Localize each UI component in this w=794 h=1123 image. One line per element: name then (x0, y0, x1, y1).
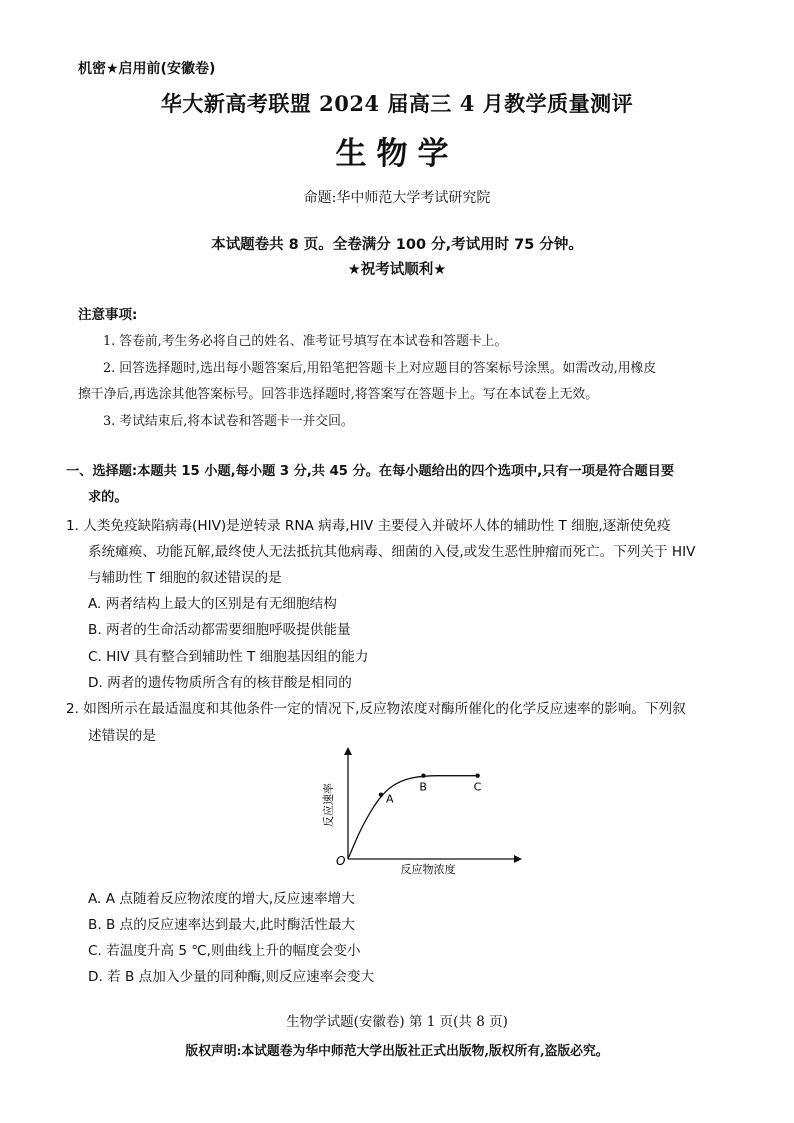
copyright-notice: 版权声明:本试题卷为华中师范大学出版社正式出版物,版权所有,盗版必究。 (185, 1044, 609, 1059)
note-item: 3. 考试结束后,将本试卷和答题卡一并交回。 (103, 414, 354, 429)
section-heading-continued: 求的。 (88, 490, 128, 505)
data-point-b (421, 773, 425, 777)
x-axis-label: 反应物浓度 (400, 863, 456, 876)
y-axis-label: 反应速率 (322, 783, 335, 827)
question-1-option-b: B. 两者的生命活动都需要细胞呼吸提供能量 (88, 622, 351, 638)
question-1-option-a: A. 两者结构上最大的区别是有无细胞结构 (88, 596, 337, 612)
origin-label: O (336, 854, 346, 868)
good-luck-wish: ★祝考试顺利★ (347, 262, 447, 278)
note-item-continued: 擦干净后,再选涂其他答案标号。回答非选择题时,将答案写在答题卡上。写在本试卷上无效。 (78, 387, 599, 402)
note-item: 1. 答卷前,考生务必将自己的姓名、准考证号填写在本试卷和答题卡上。 (103, 334, 508, 349)
y-axis-arrow (344, 747, 352, 755)
question-2-option-a: A. A 点随着反应物浓度的增大,反应速率增大 (88, 891, 355, 907)
question-2-option-d: D. 若 B 点加入少量的同种酶,则反应速率会变大 (88, 969, 375, 985)
data-point-c (475, 773, 479, 777)
data-point-a (379, 793, 383, 797)
question-2-option-c: C. 若温度升高 5 ℃,则曲线上升的幅度会变小 (88, 943, 361, 959)
data-label-a: A (386, 792, 394, 806)
question-1-text: 系统瘫痪、功能瓦解,最终使人无法抵抗其他病毒、细菌的入侵,或发生恶性肿瘤而死亡。下列关于 HIV (88, 544, 696, 560)
exam-title: 华大新高考联盟 2024 届高三 4 月教学质量测评 (160, 91, 634, 116)
section-heading: 一、选择题:本题共 15 小题,每小题 3 分,共 45 分。在每小题给出的四个选项中,只有一项是符合题目要 (66, 464, 675, 479)
question-1-text: 与辅助性 T 细胞的叙述错误的是 (88, 570, 282, 586)
notes-title: 注意事项: (78, 307, 138, 323)
x-axis-arrow (514, 855, 522, 863)
exam-info: 本试题卷共 8 页。全卷满分 100 分,考试用时 75 分钟。 (211, 237, 583, 253)
question-1-text: 1. 人类免疫缺陷病毒(HIV)是逆转录 RNA 病毒,HIV 主要侵入并破坏人体的辅助性 T 细胞,逐渐使免疫 (66, 518, 671, 534)
question-1-option-d: D. 两者的遗传物质所含有的核苷酸是相同的 (88, 675, 352, 691)
question-1-option-c: C. HIV 具有整合到辅助性 T 细胞基因组的能力 (88, 649, 369, 665)
series-line (348, 776, 478, 859)
question-2-text: 述错误的是 (88, 728, 156, 744)
subject-title: 生物学 (335, 136, 459, 172)
question-2-text: 2. 如图所示在最适温度和其他条件一定的情况下,反应物浓度对酶所催化的化学反应速率的影响。下列叙 (66, 701, 686, 717)
enzyme-rate-chart (310, 745, 530, 880)
data-label-c: C (473, 780, 482, 794)
author-line: 命题:华中师范大学考试研究院 (303, 190, 491, 206)
note-item: 2. 回答选择题时,选出每小题答案后,用铅笔把答题卡上对应题目的答案标号涂黑。如需改动,用橡皮 (103, 361, 657, 376)
data-label-b: B (419, 780, 427, 794)
question-2-option-b: B. B 点的反应速率达到最大,此时酶活性最大 (88, 917, 356, 933)
page-footer: 生物学试题(安徽卷) 第 1 页(共 8 页) (286, 1014, 508, 1030)
confidential-label: 机密★启用前(安徽卷) (78, 61, 216, 77)
